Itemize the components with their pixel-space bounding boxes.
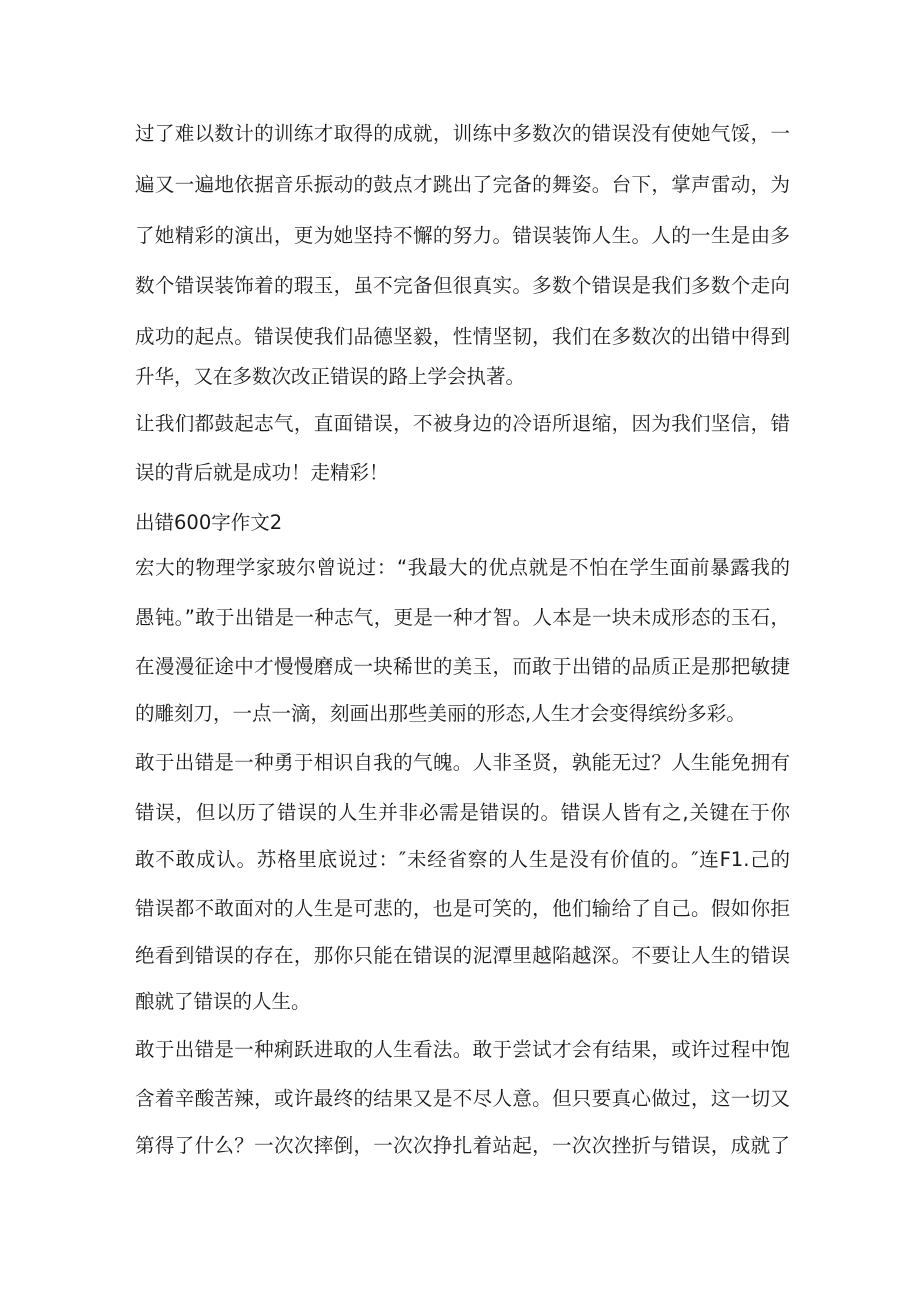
text-line: 过了难以数计的训练才取得的成就，训练中多数次的错误没有使她气馁，一 bbox=[135, 122, 790, 145]
text-line: 了她精彩的演出，更为她坚持不懈的努力。错误装饰人生。人的一生是由多 bbox=[135, 224, 790, 247]
text-line: 数个错误装饰着的瑕玉，虽不完备但很真实。多数个错误是我们多数个走向 bbox=[135, 274, 790, 297]
text-line: 含着辛酸苦辣，或许最终的结果又是不尽人意。但只要真心做过，这一切又 bbox=[135, 1087, 790, 1110]
text-line: 错误都不敢面对的人生是可悲的，也是可笑的，他们输给了自己。假如你拒 bbox=[135, 897, 790, 920]
text-line: 敢不敢成认。苏格里底说过：″未经省察的人生是没有价值的。″连F1.己的 bbox=[135, 848, 790, 871]
text-line: 的雕刻刀，一点一滴，刻画出那些美丽的形态,人生才会变得缤纷多彩。 bbox=[135, 702, 746, 725]
text-line: 敢于出错是一种痢跃进取的人生看法。敢于尝试才会有结果，或许过程中饱 bbox=[135, 1038, 790, 1061]
section-heading: 出错600字作文2 bbox=[135, 511, 283, 534]
text-line: 升华，又在多数次改正错误的路上学会执著。 bbox=[135, 365, 526, 388]
text-line: 敢于出错是一种勇于相识自我的气魄。人非圣贤，孰能无过？人生能免拥有 bbox=[135, 751, 790, 774]
text-line: 绝看到错误的存在，那你只能在错误的泥潭里越陷越深。不要让人生的错误 bbox=[135, 944, 790, 967]
text-line: 第得了什么？一次次摔倒，一次次挣扎着站起，一次次挫折与错误，成就了 bbox=[135, 1134, 790, 1157]
text-line: 愚钝。”敢于出错是一种志气，更是一种才智。人本是一块未成形态的玉石， bbox=[135, 606, 790, 629]
text-line: 在漫漫征途中才慢慢磨成一块稀世的美玉，而敢于出错的品质正是那把敏捷 bbox=[135, 655, 790, 678]
text-line: 误的背后就是成功！走精彩！ bbox=[135, 461, 389, 484]
text-line: 酿就了错误的人生。 bbox=[135, 990, 311, 1013]
text-line: 宏大的物理学家玻尔曾说过：“我最大的优点就是不怕在学生面前暴露我的 bbox=[135, 556, 790, 579]
text-line: 遍又一遍地依据音乐振动的鼓点才跳出了完备的舞姿。台下，掌声雷动，为 bbox=[135, 173, 790, 196]
text-line: 让我们都鼓起志气，直面错误，不被身边的冷语所退缩，因为我们坚信，错 bbox=[135, 412, 790, 435]
text-line: 成功的起点。错误使我们品德坚毅，性情坚韧，我们在多数次的出错中得到 bbox=[135, 325, 790, 348]
text-line: 错误，但以历了错误的人生并非必需是错误的。错误人皆有之,关键在于你 bbox=[135, 801, 790, 824]
